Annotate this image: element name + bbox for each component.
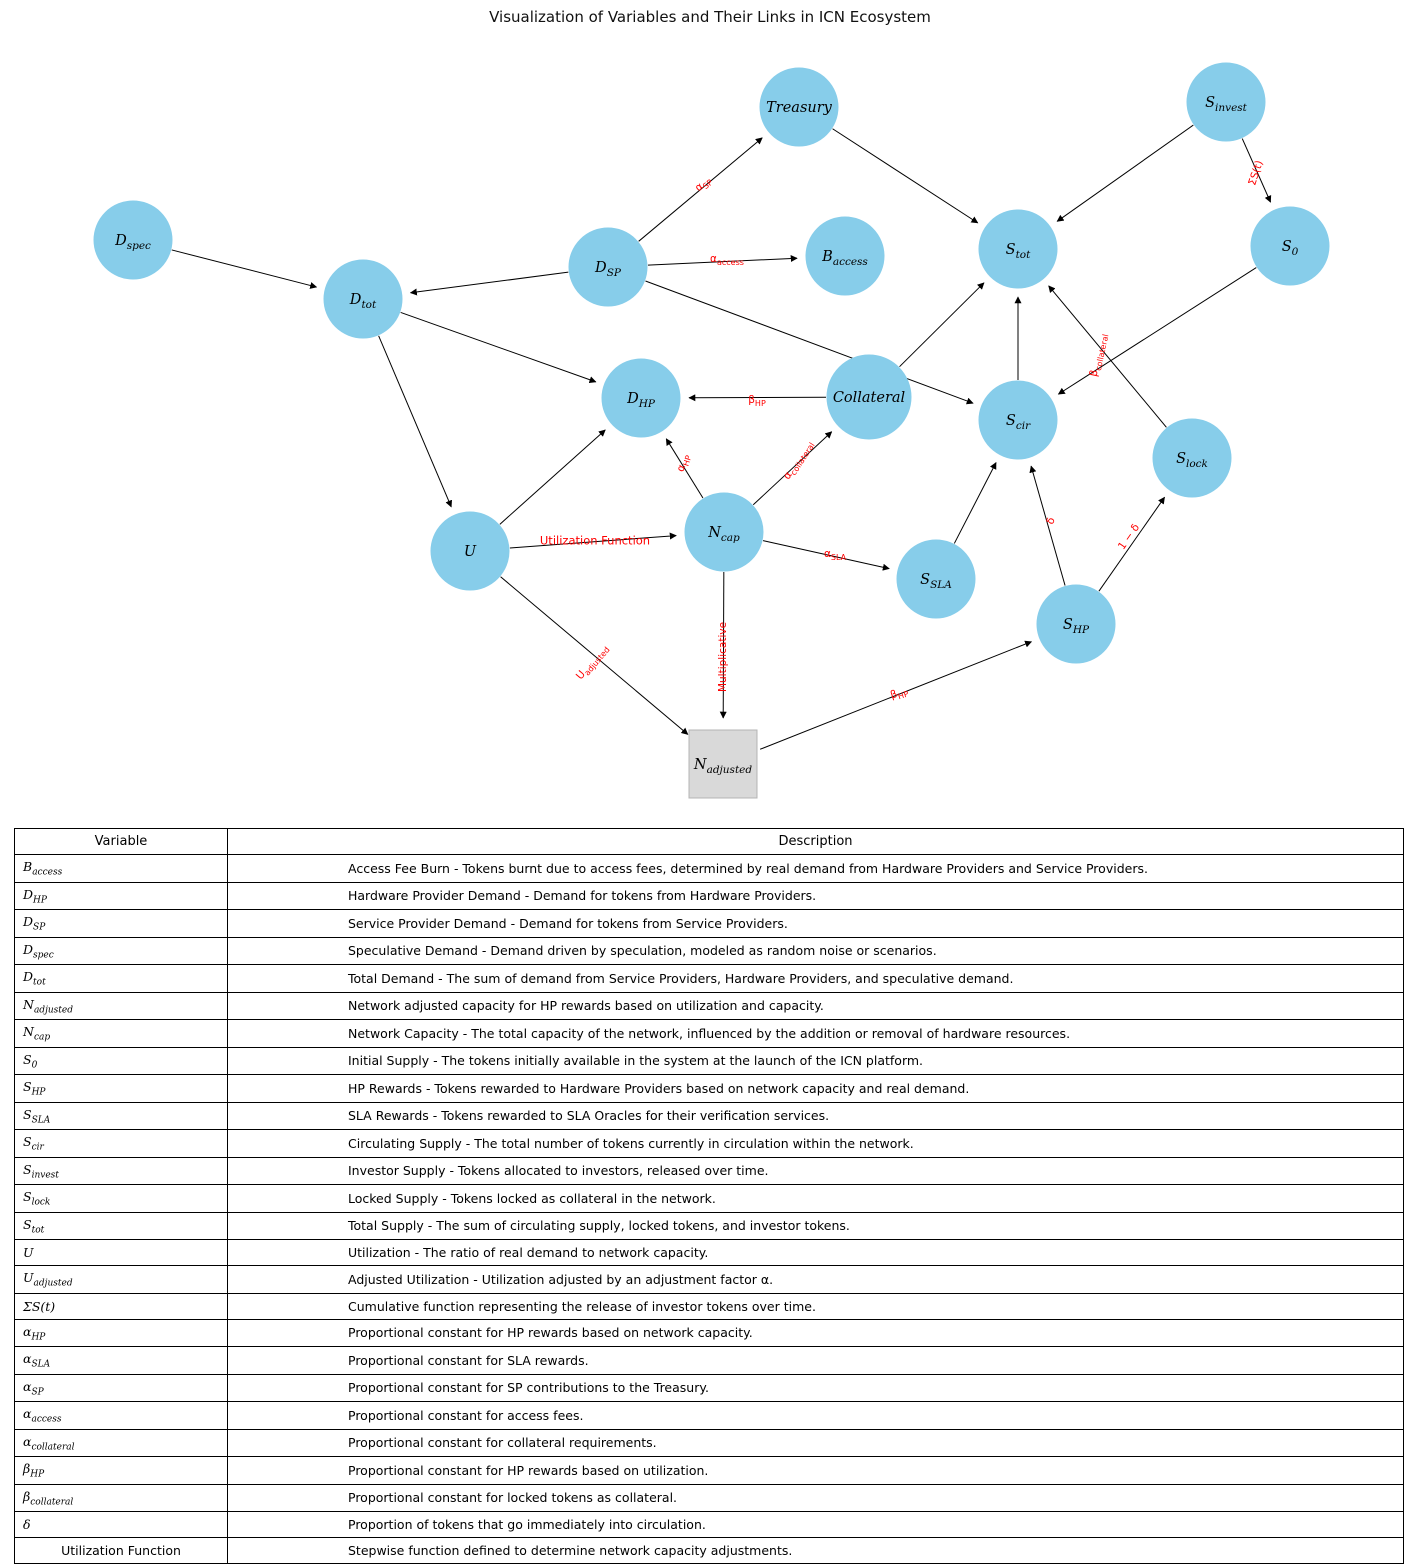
node-Scir[interactable] bbox=[979, 381, 1057, 459]
table-row bbox=[15, 1538, 1404, 1564]
edge-label-U-to-Nadjusted: $U_{adjusted}$ bbox=[573, 644, 612, 683]
variable-description: Network adjusted capacity for HP rewards based on utilization and capacity. bbox=[228, 992, 1404, 1020]
edge-label-Slock-to-Stot: $\beta_{collateral}$ bbox=[1087, 333, 1110, 378]
variable-description: Stepwise function defined to determine network capacity adjustments. bbox=[228, 1538, 1404, 1564]
variable-symbol: $S_{tot}$ bbox=[15, 1212, 228, 1240]
node-label-DHP: $D_{HP}$ bbox=[627, 391, 655, 410]
variable-symbol: $S_0$ bbox=[15, 1047, 228, 1075]
table-row bbox=[15, 1484, 1404, 1512]
node-label-Nadjusted: $N_{adjusted}$ bbox=[693, 757, 753, 776]
variable-description: Circulating Supply - The total number of tokens currently in circulation within the network. bbox=[228, 1130, 1404, 1158]
variable-symbol: δ bbox=[15, 1512, 228, 1538]
edge-label-Sinvest-to-S0: ΣS(t) bbox=[1246, 158, 1266, 188]
variable-symbol: $\beta_{collateral}$ bbox=[15, 1484, 228, 1512]
edge-label-DSP-to-Treasury: $\alpha_{SP}$ bbox=[692, 177, 715, 195]
table-row bbox=[15, 1130, 1404, 1158]
table-row bbox=[15, 1266, 1404, 1294]
node-label-Dspec: $D_{spec}$ bbox=[115, 233, 151, 252]
table-row bbox=[15, 1512, 1404, 1538]
variable-description: Proportional constant for SP contributions to the Treasury. bbox=[228, 1374, 1404, 1402]
variable-symbol: $S_{invest}$ bbox=[15, 1157, 228, 1185]
node-label-Sinvest: $S_{invest}$ bbox=[1205, 95, 1247, 114]
edge-label-U-to-Ncap: Utilization Function bbox=[539, 533, 651, 548]
edge-Dspec-to-Dtot bbox=[172, 250, 317, 287]
variable-description: Service Provider Demand - Demand for tokens from Service Providers. bbox=[228, 910, 1404, 938]
variable-symbol: $S_{SLA}$ bbox=[15, 1102, 228, 1130]
variable-description: HP Rewards - Tokens rewarded to Hardware Providers based on network capacity and real demand. bbox=[228, 1075, 1404, 1103]
variable-symbol: $S_{HP}$ bbox=[15, 1075, 228, 1103]
table-row bbox=[15, 1212, 1404, 1240]
variable-description: SLA Rewards - Tokens rewarded to SLA Oracles for their verification services. bbox=[228, 1102, 1404, 1130]
edge-Treasury-to-Stot bbox=[833, 129, 978, 223]
table-row bbox=[15, 1240, 1404, 1266]
table-row bbox=[15, 1374, 1404, 1402]
variable-symbol: $S_{cir}$ bbox=[15, 1130, 228, 1158]
variable-description: Proportional constant for access fees. bbox=[228, 1402, 1404, 1430]
edge-label-Nadjusted-to-SHP: $\beta_{HP}$ bbox=[888, 687, 910, 702]
table-row bbox=[15, 855, 1404, 883]
graph-canvas bbox=[0, 40, 1420, 820]
variable-symbol: $D_{tot}$ bbox=[15, 965, 228, 993]
table-row bbox=[15, 1020, 1404, 1048]
node-label-DSP: $D_{SP}$ bbox=[595, 260, 621, 279]
variable-description: Proportional constant for HP rewards based on utilization. bbox=[228, 1457, 1404, 1485]
node-S0[interactable] bbox=[1251, 207, 1329, 285]
edge-U-to-DHP bbox=[500, 430, 605, 524]
edge-label-DSP-to-Baccess: $\alpha_{access}$ bbox=[710, 253, 744, 267]
variable-symbol: ΣS(t) bbox=[15, 1293, 228, 1319]
node-Ncap[interactable] bbox=[685, 493, 763, 571]
variable-symbol: $\alpha_{SP}$ bbox=[15, 1374, 228, 1402]
node-Nadjusted[interactable] bbox=[689, 730, 757, 798]
variable-description: Adjusted Utilization - Utilization adjusted by an adjustment factor α. bbox=[228, 1266, 1404, 1294]
variable-symbol: $D_{SP}$ bbox=[15, 910, 228, 938]
node-label-SSLA: $S_{SLA}$ bbox=[920, 572, 952, 591]
table-row bbox=[15, 1185, 1404, 1213]
node-Baccess[interactable] bbox=[806, 217, 884, 295]
node-label-Collateral: Collateral bbox=[832, 390, 906, 406]
table-row bbox=[15, 910, 1404, 938]
variable-symbol: $D_{spec}$ bbox=[15, 937, 228, 965]
variable-description: Access Fee Burn - Tokens burnt due to access fees, determined by real demand from Hardware Providers and Service Providers. bbox=[228, 855, 1404, 883]
node-label-S0: $S_0$ bbox=[1281, 239, 1299, 258]
variable-symbol: $\alpha_{collateral}$ bbox=[15, 1429, 228, 1457]
table-row bbox=[15, 1102, 1404, 1130]
table-row bbox=[15, 1457, 1404, 1485]
edge-label-Ncap-to-Nadjusted: Multiplicative bbox=[717, 621, 729, 693]
variable-symbol: $N_{cap}$ bbox=[15, 1020, 228, 1048]
node-U[interactable] bbox=[431, 512, 509, 590]
edge-Sinvest-to-Stot bbox=[1057, 125, 1193, 221]
variable-symbol: $\beta_{HP}$ bbox=[15, 1457, 228, 1485]
table-row bbox=[15, 992, 1404, 1020]
variable-description: Network Capacity - The total capacity of the network, influenced by the addition or removal of hardware resources. bbox=[228, 1020, 1404, 1048]
edge-Dtot-to-U bbox=[379, 336, 452, 507]
variable-description: Proportional constant for HP rewards based on network capacity. bbox=[228, 1319, 1404, 1347]
variable-symbol: U bbox=[15, 1240, 228, 1266]
variable-symbol: $U_{adjusted}$ bbox=[15, 1266, 228, 1294]
node-Dtot[interactable] bbox=[324, 260, 402, 338]
node-label-Dtot: $D_{tot}$ bbox=[349, 292, 377, 311]
variable-description: Speculative Demand - Demand driven by speculation, modeled as random noise or scenarios. bbox=[228, 937, 1404, 965]
node-Slock[interactable] bbox=[1153, 419, 1231, 497]
variable-symbol: $\alpha_{SLA}$ bbox=[15, 1347, 228, 1375]
variable-description: Total Demand - The sum of demand from Service Providers, Hardware Providers, and speculative demand. bbox=[228, 965, 1404, 993]
page-title: Visualization of Variables and Their Links in ICN Ecosystem bbox=[489, 8, 931, 26]
variable-description: Proportion of tokens that go immediately into circulation. bbox=[228, 1512, 1404, 1538]
table-row bbox=[15, 882, 1404, 910]
node-DSP[interactable] bbox=[569, 228, 647, 306]
header-description: Description bbox=[228, 829, 1404, 855]
header-variable: Variable bbox=[15, 829, 228, 855]
node-DHP[interactable] bbox=[602, 359, 680, 437]
variable-symbol: $\alpha_{HP}$ bbox=[15, 1319, 228, 1347]
variable-description: Utilization - The ratio of real demand to network capacity. bbox=[228, 1240, 1404, 1266]
table-row bbox=[15, 1075, 1404, 1103]
nodes-layer bbox=[94, 63, 1329, 798]
edge-label-Ncap-to-DHP: $\alpha_{HP}$ bbox=[674, 454, 693, 474]
node-label-Slock: $S_{lock}$ bbox=[1176, 451, 1208, 470]
variable-symbol: $S_{lock}$ bbox=[15, 1185, 228, 1213]
node-SSLA[interactable] bbox=[897, 540, 975, 618]
variable-description: Investor Supply - Tokens allocated to investors, released over time. bbox=[228, 1157, 1404, 1185]
edge-SHP-to-Scir bbox=[1031, 466, 1065, 585]
table-row bbox=[15, 1402, 1404, 1430]
table-row bbox=[15, 1347, 1404, 1375]
variable-description: Cumulative function representing the release of investor tokens over time. bbox=[228, 1293, 1404, 1319]
edge-label-Ncap-to-SSLA: $\alpha_{SLA}$ bbox=[823, 548, 847, 562]
edge-SSLA-to-Scir bbox=[954, 463, 996, 544]
node-label-Scir: $S_{cir}$ bbox=[1005, 413, 1031, 432]
node-SHP[interactable] bbox=[1037, 585, 1115, 663]
variable-description: Locked Supply - Tokens locked as collateral in the network. bbox=[228, 1185, 1404, 1213]
table-row bbox=[15, 965, 1404, 993]
table-row bbox=[15, 1429, 1404, 1457]
edge-Collateral-to-Stot bbox=[900, 283, 984, 367]
variable-symbol: $N_{adjusted}$ bbox=[15, 992, 228, 1020]
edge-label-SHP-to-Scir: δ bbox=[1044, 515, 1058, 527]
variable-symbol: $D_{HP}$ bbox=[15, 882, 228, 910]
node-Dspec[interactable] bbox=[94, 201, 172, 279]
edge-label-SHP-to-Slock: 1 − δ bbox=[1115, 521, 1143, 553]
table-row bbox=[15, 1293, 1404, 1319]
variable-symbol: $\alpha_{access}$ bbox=[15, 1402, 228, 1430]
node-Stot[interactable] bbox=[979, 210, 1057, 288]
variable-description: Proportional constant for SLA rewards. bbox=[228, 1347, 1404, 1375]
edge-DSP-to-Dtot bbox=[411, 272, 569, 293]
table-row bbox=[15, 1157, 1404, 1185]
edge-label-Collateral-to-DHP: $\beta_{HP}$ bbox=[748, 394, 766, 408]
variable-description: Total Supply - The sum of circulating supply, locked tokens, and investor tokens. bbox=[228, 1212, 1404, 1240]
variable-symbol: $B_{access}$ bbox=[15, 855, 228, 883]
node-label-SHP: $S_{HP}$ bbox=[1062, 617, 1090, 636]
variable-description: Initial Supply - The tokens initially available in the system at the launch of the ICN platform. bbox=[228, 1047, 1404, 1075]
node-label-U: U bbox=[463, 544, 477, 560]
variable-legend-table bbox=[14, 828, 1404, 1564]
node-label-Stot: $S_{tot}$ bbox=[1005, 242, 1031, 261]
node-Treasury[interactable] bbox=[760, 68, 838, 146]
table-header-row bbox=[15, 829, 1404, 855]
node-Collateral[interactable] bbox=[827, 355, 911, 439]
variable-description: Proportional constant for locked tokens as collateral. bbox=[228, 1484, 1404, 1512]
edge-Slock-to-Stot bbox=[1049, 286, 1167, 427]
diagram-svg bbox=[0, 40, 1420, 820]
edge-Dtot-to-DHP bbox=[401, 312, 596, 381]
variable-description: Hardware Provider Demand - Demand for tokens from Hardware Providers. bbox=[228, 882, 1404, 910]
table-row bbox=[15, 937, 1404, 965]
table-row bbox=[15, 1047, 1404, 1075]
edge-label-Ncap-to-Collateral: $\alpha_{collateral}$ bbox=[780, 440, 817, 482]
node-Sinvest[interactable] bbox=[1187, 63, 1265, 141]
node-label-Baccess: $B_{access}$ bbox=[822, 249, 868, 268]
variable-symbol: Utilization Function bbox=[15, 1538, 228, 1564]
node-label-Treasury: Treasury bbox=[766, 100, 832, 116]
variable-description: Proportional constant for collateral requirements. bbox=[228, 1429, 1404, 1457]
table-row bbox=[15, 1319, 1404, 1347]
edge-SHP-to-Slock bbox=[1099, 497, 1165, 591]
node-label-Ncap: $N_{cap}$ bbox=[708, 525, 740, 544]
